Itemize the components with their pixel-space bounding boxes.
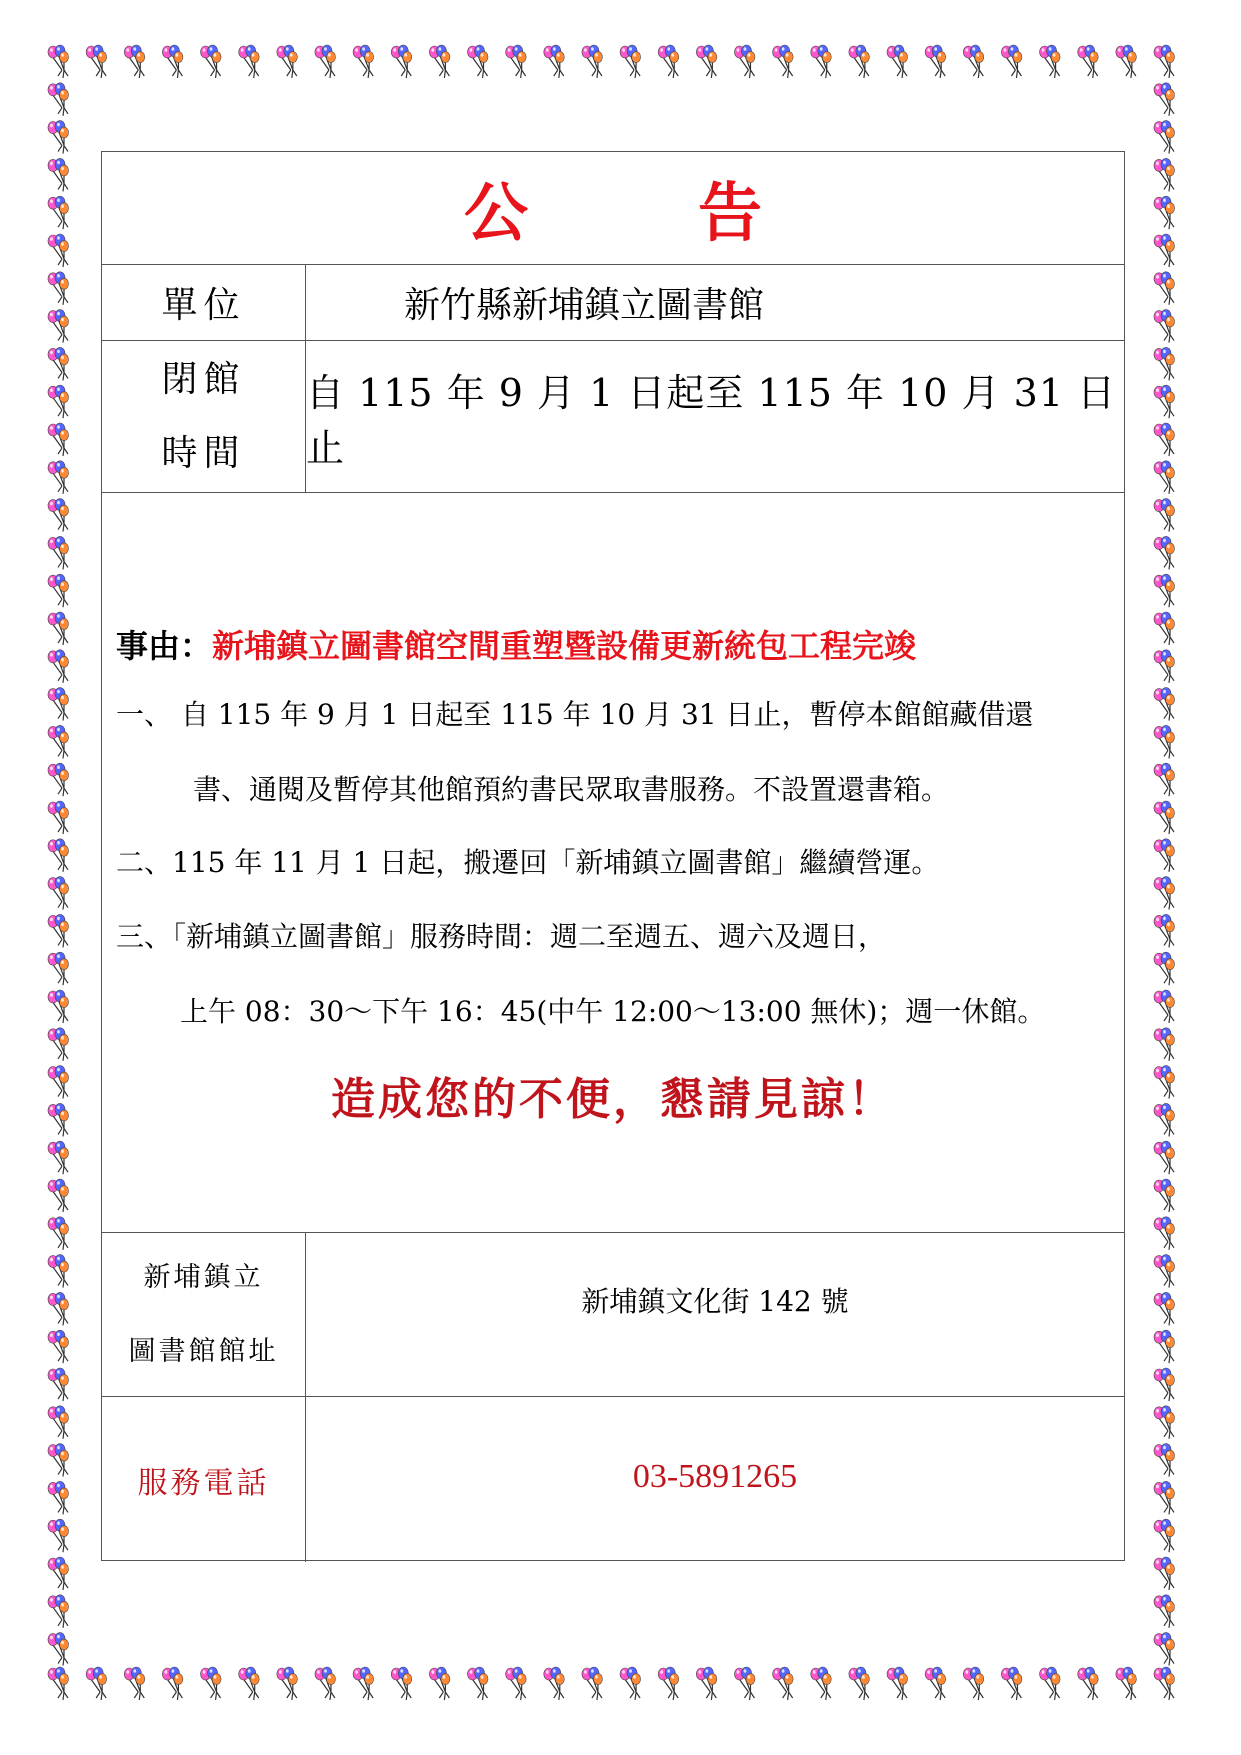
balloon-icon xyxy=(811,45,832,78)
notice-body xyxy=(102,493,1124,1233)
balloon-icon xyxy=(1154,121,1175,154)
balloon-icon xyxy=(277,1667,298,1700)
balloon-icon xyxy=(1154,1217,1175,1250)
balloon-icon xyxy=(48,423,69,456)
balloon-icon xyxy=(391,45,412,78)
balloon-icon xyxy=(48,763,69,796)
balloon-icon xyxy=(1154,45,1175,78)
balloon-icon xyxy=(315,1667,336,1700)
balloon-icon xyxy=(48,272,69,305)
address-label-line1: 新埔鎮立 xyxy=(143,1261,264,1293)
notice-title xyxy=(102,152,1124,265)
balloon-icon xyxy=(963,1667,984,1700)
balloon-icon xyxy=(849,1667,870,1700)
balloon-icon xyxy=(48,158,69,191)
balloon-icon xyxy=(582,1667,603,1700)
balloon-icon xyxy=(963,45,984,78)
balloon-icon xyxy=(696,45,717,78)
balloon-icon xyxy=(1154,423,1175,456)
balloon-icon xyxy=(277,45,298,78)
balloon-icon xyxy=(48,725,69,758)
balloon-icon xyxy=(1154,1633,1175,1666)
balloon-icon xyxy=(925,45,946,78)
balloon-icon xyxy=(1154,801,1175,834)
balloon-icon xyxy=(48,990,69,1023)
balloon-icon xyxy=(1154,310,1175,343)
balloon-icon xyxy=(1154,196,1175,229)
closure-label-line2: 時間 xyxy=(161,432,246,474)
balloon-icon xyxy=(734,45,755,78)
balloon-icon xyxy=(1154,1330,1175,1363)
balloon-icon xyxy=(124,45,145,78)
balloon-icon xyxy=(48,1217,69,1250)
balloon-icon xyxy=(48,1557,69,1590)
closure-value: 自 115 年 9 月 1 日起至 115 年 10 月 31 日止 xyxy=(306,370,1117,470)
closure-label-line1: 閉館 xyxy=(161,358,246,400)
address-label-line2: 圖書館館址 xyxy=(128,1335,279,1367)
item-1-line-1: 一、 自 115 年 9 月 1 日起至 115 年 10 月 31 日止，暫停本館館藏借還 xyxy=(116,698,1034,731)
balloon-icon xyxy=(48,952,69,985)
balloon-icon xyxy=(1154,914,1175,947)
balloon-icon xyxy=(1154,1066,1175,1099)
balloon-icon xyxy=(1154,234,1175,267)
balloon-icon xyxy=(1154,83,1175,116)
balloon-icon xyxy=(124,1667,145,1700)
balloon-icon xyxy=(48,1667,69,1700)
balloon-icon xyxy=(48,45,69,78)
balloon-icon xyxy=(1154,650,1175,683)
balloon-icon xyxy=(48,914,69,947)
balloon-icon xyxy=(582,45,603,78)
unit-value: 新竹縣新埔鎮立圖書館 xyxy=(404,285,765,326)
balloon-icon xyxy=(658,45,679,78)
balloon-icon xyxy=(1154,461,1175,494)
balloon-icon xyxy=(1154,990,1175,1023)
balloon-icon xyxy=(48,1141,69,1174)
balloon-icon xyxy=(1154,1444,1175,1477)
balloon-icon xyxy=(1154,688,1175,721)
item-1-line-2: 書、通閱及暫停其他館預約書民眾取書服務。不設置還書箱。 xyxy=(193,773,950,806)
balloon-icon xyxy=(620,1667,641,1700)
balloon-icon xyxy=(887,45,908,78)
balloon-icon xyxy=(48,310,69,343)
unit-row xyxy=(102,265,1124,341)
address-value: 新埔鎮文化街 142 號 xyxy=(581,1284,849,1318)
balloon-icon xyxy=(1154,1595,1175,1628)
balloon-icon xyxy=(1154,612,1175,645)
balloon-icon xyxy=(48,1028,69,1061)
balloon-icon xyxy=(162,1667,183,1700)
balloon-icon xyxy=(201,45,222,78)
balloon-icon xyxy=(1116,45,1137,78)
notice-table xyxy=(101,151,1125,1561)
balloon-icon xyxy=(48,612,69,645)
balloon-icon xyxy=(1154,839,1175,872)
balloon-icon xyxy=(811,1667,832,1700)
balloon-icon xyxy=(86,45,107,78)
balloon-icon xyxy=(48,1481,69,1514)
balloon-icon xyxy=(1154,1028,1175,1061)
balloon-icon xyxy=(1001,1667,1022,1700)
balloon-icon xyxy=(48,196,69,229)
balloon-icon xyxy=(391,1667,412,1700)
balloon-icon xyxy=(1154,1179,1175,1212)
balloon-icon xyxy=(162,45,183,78)
balloon-icon xyxy=(353,45,374,78)
balloon-icon xyxy=(48,1595,69,1628)
balloon-icon xyxy=(315,45,336,78)
balloon-icon xyxy=(1154,1557,1175,1590)
reason-prefix: 事由： xyxy=(116,627,213,665)
balloon-icon xyxy=(48,1330,69,1363)
balloon-icon xyxy=(1116,1667,1137,1700)
balloon-icon xyxy=(48,1292,69,1325)
balloon-icon xyxy=(48,574,69,607)
phone-value: 03-5891265 xyxy=(632,1457,798,1495)
balloon-icon xyxy=(353,1667,374,1700)
balloon-icon xyxy=(1154,347,1175,380)
balloon-icon xyxy=(887,1667,908,1700)
balloon-icon xyxy=(48,347,69,380)
balloon-icon xyxy=(201,1667,222,1700)
balloon-icon xyxy=(1154,1141,1175,1174)
balloon-icon xyxy=(1154,536,1175,569)
balloon-icon xyxy=(48,839,69,872)
balloon-icon xyxy=(48,1444,69,1477)
balloon-icon xyxy=(429,45,450,78)
balloon-icon xyxy=(1154,1292,1175,1325)
balloon-icon xyxy=(239,1667,259,1700)
address-row xyxy=(102,1233,1124,1397)
balloon-icon xyxy=(1154,1368,1175,1401)
balloon-icon xyxy=(925,1667,946,1700)
balloon-icon xyxy=(48,650,69,683)
balloon-icon xyxy=(48,801,69,834)
reason-line xyxy=(116,621,916,667)
balloon-icon xyxy=(48,234,69,267)
balloon-icon xyxy=(1040,1667,1061,1700)
balloon-icon xyxy=(1078,1667,1099,1700)
balloon-icon xyxy=(48,461,69,494)
balloon-icon xyxy=(48,1519,69,1552)
balloon-icon xyxy=(86,1667,107,1700)
balloon-icon xyxy=(48,688,69,721)
apology-text: 造成您的不便，懇請見諒！ xyxy=(331,1074,895,1125)
balloon-icon xyxy=(48,1066,69,1099)
balloon-icon xyxy=(1154,763,1175,796)
title-char-1: 公 xyxy=(464,176,528,251)
balloon-icon xyxy=(696,1667,717,1700)
balloon-icon xyxy=(1078,45,1099,78)
balloon-icon xyxy=(1040,45,1061,78)
balloon-icon xyxy=(48,121,69,154)
balloon-icon xyxy=(1154,385,1175,418)
balloon-icon xyxy=(506,1667,526,1700)
closure-row xyxy=(102,341,1124,493)
balloon-icon xyxy=(1154,1667,1175,1700)
title-char-2: 告 xyxy=(698,176,762,251)
balloon-icon xyxy=(1154,1103,1175,1136)
balloon-icon xyxy=(48,1103,69,1136)
balloon-icon xyxy=(1001,45,1022,78)
balloon-icon xyxy=(48,536,69,569)
balloon-icon xyxy=(734,1667,755,1700)
balloon-icon xyxy=(1154,725,1175,758)
balloon-icon xyxy=(1154,1406,1175,1439)
item-2-line-1: 二、115 年 11 月 1 日起，搬遷回「新埔鎮立圖書館」繼續營運。 xyxy=(116,846,940,879)
balloon-icon xyxy=(1154,952,1175,985)
phone-label: 服務電話 xyxy=(137,1465,270,1501)
balloon-icon xyxy=(544,45,565,78)
balloon-icon xyxy=(239,45,259,78)
item-3-line-2: 上午 08：30～下午 16：45(中午 12:00～13:00 無休)；週一休館。 xyxy=(180,995,1046,1028)
item-3-line-1: 三、「新埔鎮立圖書館」服務時間：週二至週五、週六及週日， xyxy=(116,920,887,953)
balloon-icon xyxy=(48,1633,69,1666)
balloon-icon xyxy=(849,45,870,78)
balloon-icon xyxy=(506,45,526,78)
balloon-icon xyxy=(48,1179,69,1212)
balloon-icon xyxy=(1154,499,1175,532)
balloon-icon xyxy=(544,1667,565,1700)
balloon-icon xyxy=(1154,574,1175,607)
balloon-icon xyxy=(1154,1255,1175,1288)
balloon-icon xyxy=(48,1255,69,1288)
balloon-icon xyxy=(1154,158,1175,191)
balloon-icon xyxy=(620,45,641,78)
balloon-icon xyxy=(1154,1519,1175,1552)
balloon-icon xyxy=(1154,1481,1175,1514)
balloon-icon xyxy=(773,1667,794,1700)
balloon-icon xyxy=(48,499,69,532)
balloon-icon xyxy=(773,45,794,78)
balloon-icon xyxy=(658,1667,679,1700)
reason-text: 新埔鎮立圖書館空間重塑暨設備更新統包工程完竣 xyxy=(212,627,917,665)
balloon-icon xyxy=(48,1406,69,1439)
balloon-icon xyxy=(429,1667,450,1700)
balloon-icon xyxy=(1154,877,1175,910)
phone-row xyxy=(102,1397,1124,1562)
balloon-icon xyxy=(1154,272,1175,305)
balloon-icon xyxy=(48,1368,69,1401)
balloon-icon xyxy=(48,385,69,418)
balloon-icon xyxy=(48,877,69,910)
balloon-icon xyxy=(468,45,489,78)
balloon-icon xyxy=(468,1667,489,1700)
unit-label: 單位 xyxy=(161,285,246,326)
balloon-icon xyxy=(48,83,69,116)
